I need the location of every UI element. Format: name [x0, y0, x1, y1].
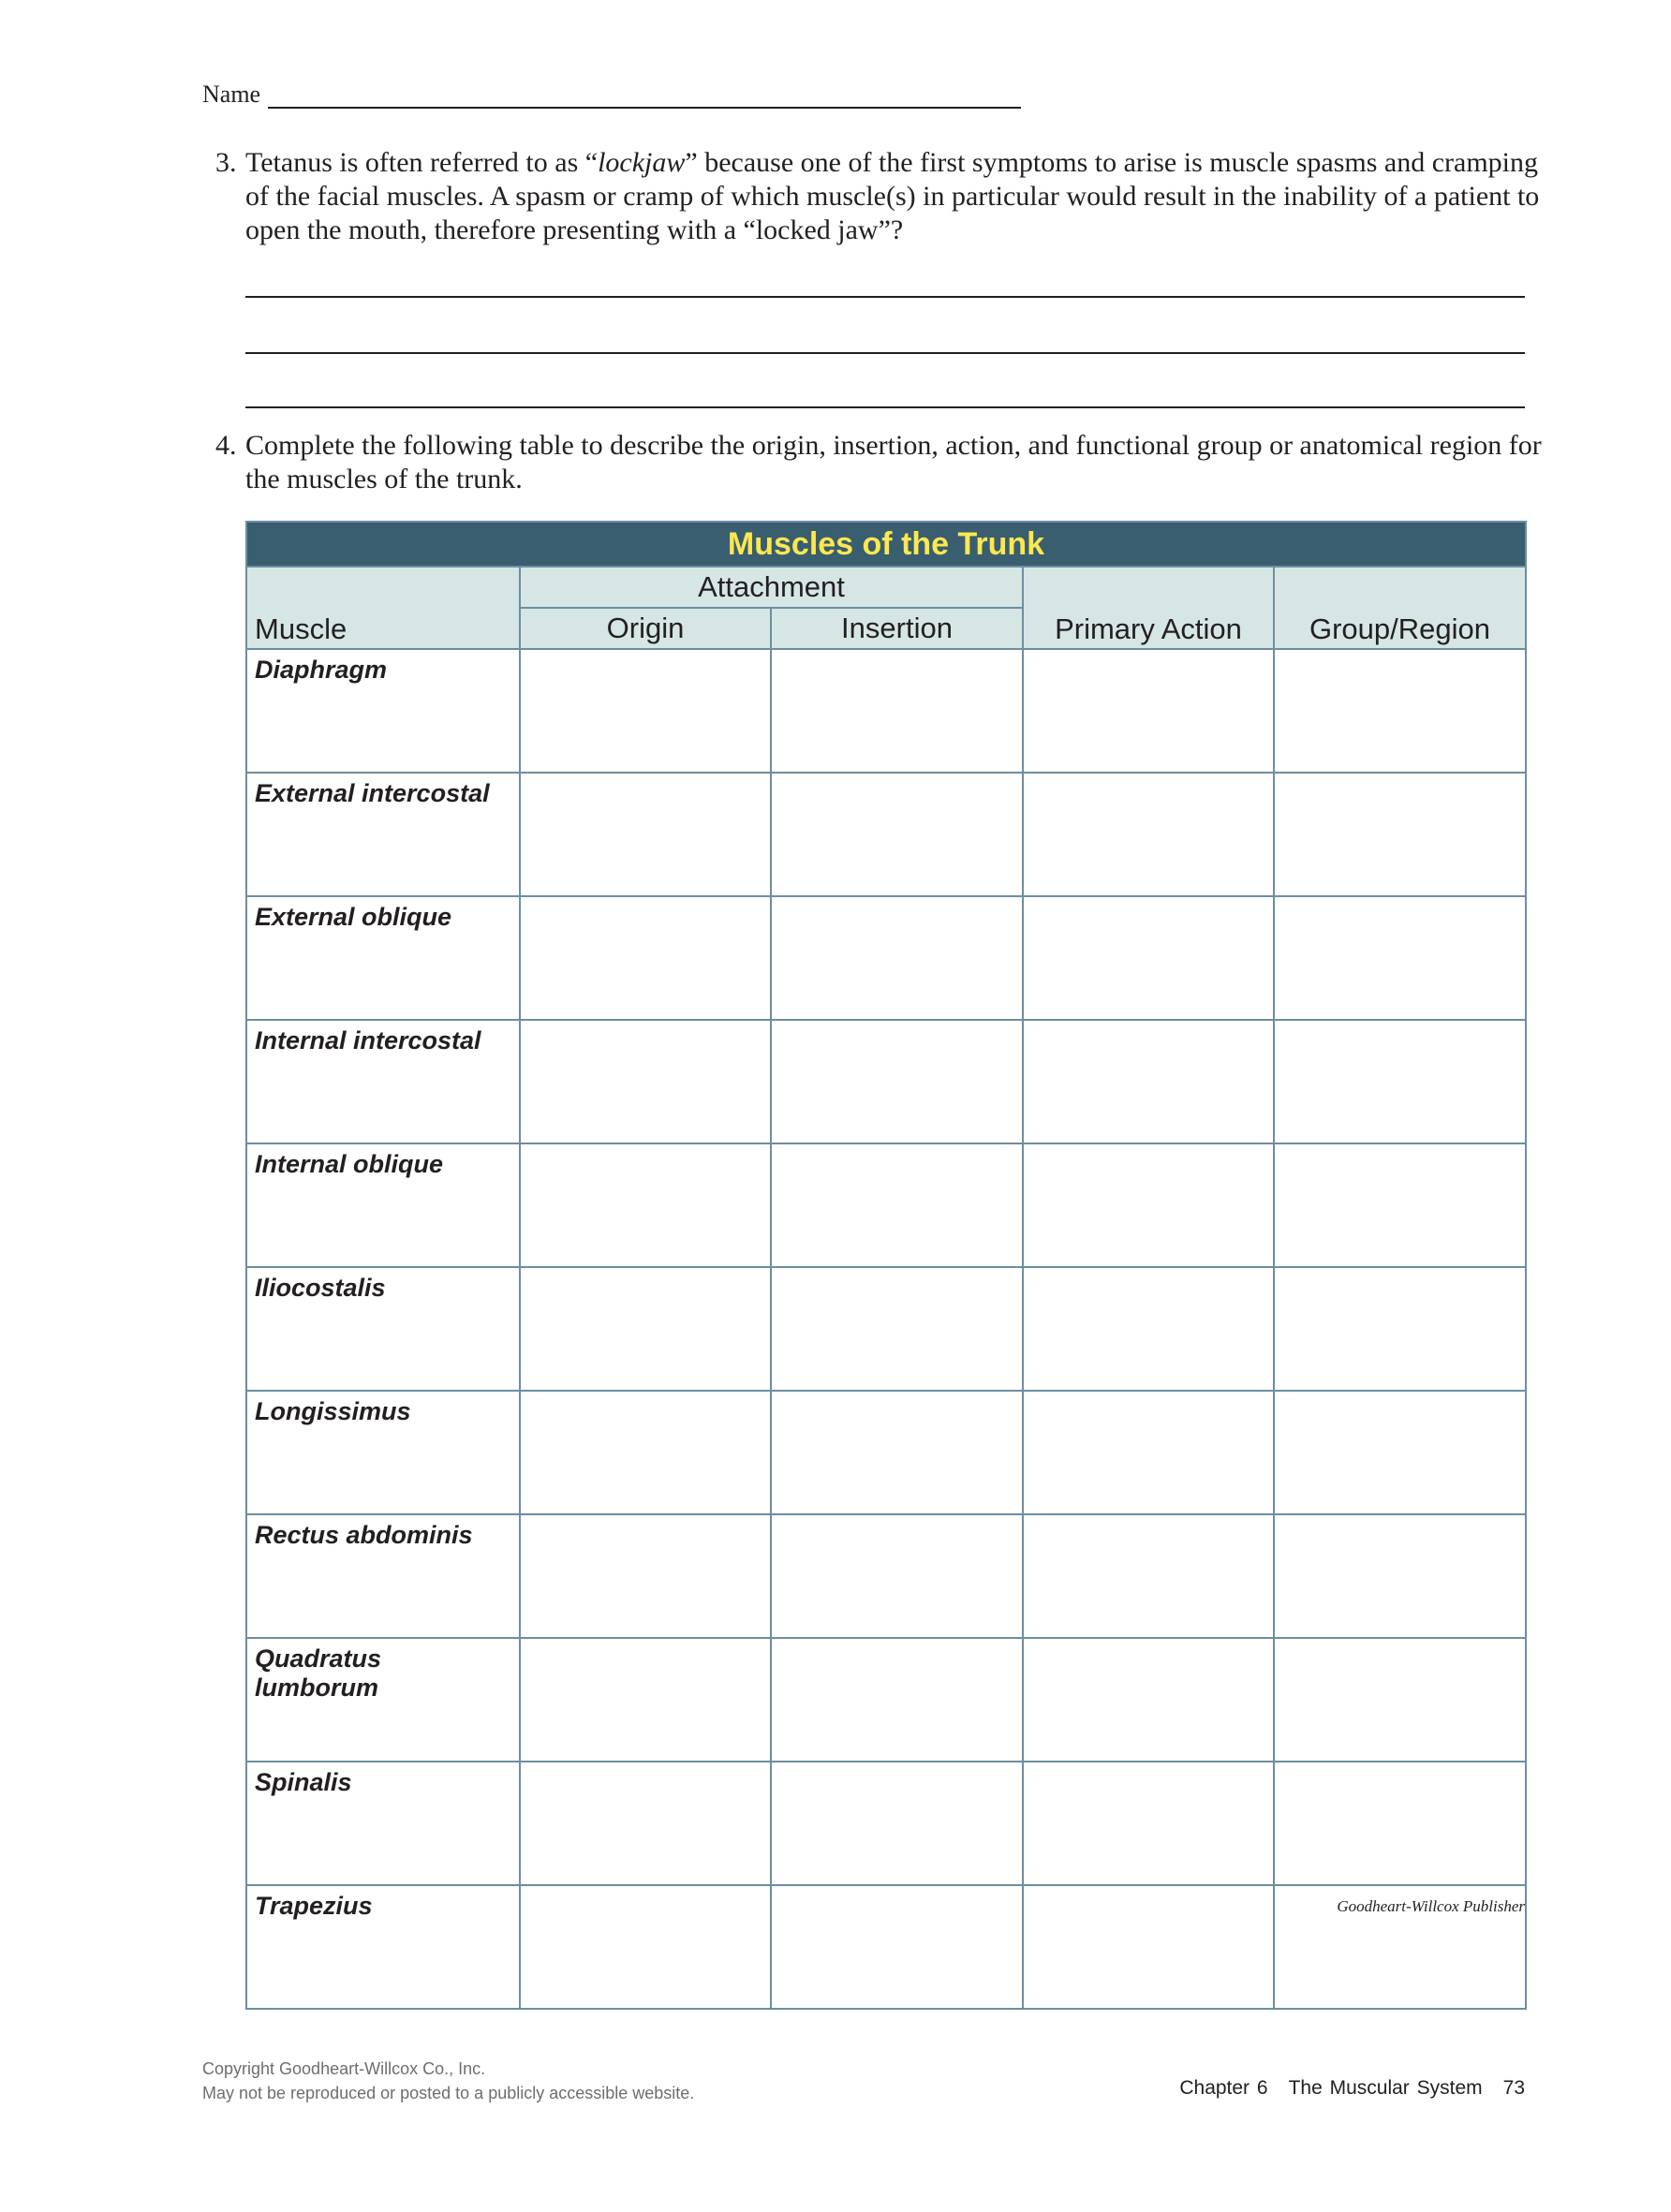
muscle-name-cell: Longissimus — [246, 1391, 520, 1514]
group-region-answer-cell[interactable] — [1274, 896, 1526, 1020]
group-region-answer-cell[interactable] — [1274, 649, 1526, 773]
table-row — [246, 1885, 1526, 2009]
table-body — [246, 649, 1526, 2009]
origin-answer-cell[interactable] — [520, 1638, 771, 1762]
origin-answer-cell[interactable] — [520, 1885, 771, 2009]
group-region-answer-cell[interactable] — [1274, 1391, 1526, 1514]
answer-line-2[interactable] — [245, 352, 1525, 354]
muscle-name-cell: Spinalis — [246, 1762, 520, 1885]
insertion-answer-cell[interactable] — [771, 896, 1023, 1020]
muscle-name-cell: Rectus abdominis — [246, 1514, 520, 1638]
insertion-answer-cell[interactable] — [771, 1391, 1023, 1514]
table-title: Muscles of the Trunk — [246, 522, 1526, 567]
group-region-answer-cell[interactable] — [1274, 1514, 1526, 1638]
copyright-line-1: Copyright Goodheart-Willcox Co., Inc. — [202, 2059, 486, 2078]
muscle-name-cell: Iliocostalis — [246, 1267, 520, 1391]
header-attachment: Attachment — [520, 567, 1023, 608]
table-row — [246, 1143, 1526, 1267]
table-row — [246, 1267, 1526, 1391]
primary-action-answer-cell[interactable] — [1023, 1638, 1274, 1762]
table-row — [246, 1762, 1526, 1885]
insertion-answer-cell[interactable] — [771, 649, 1023, 773]
origin-answer-cell[interactable] — [520, 1762, 771, 1885]
origin-answer-cell[interactable] — [520, 1267, 771, 1391]
chapter-title: The Muscular System — [1288, 2077, 1483, 2099]
group-region-answer-cell[interactable] — [1274, 1020, 1526, 1143]
muscle-name-cell: External oblique — [246, 896, 520, 1020]
insertion-answer-cell[interactable] — [771, 773, 1023, 896]
primary-action-answer-cell[interactable] — [1023, 1885, 1274, 2009]
muscle-name-cell: External intercostal — [246, 773, 520, 896]
insertion-answer-cell[interactable] — [771, 1020, 1023, 1143]
origin-answer-cell[interactable] — [520, 896, 771, 1020]
table-row — [246, 1638, 1526, 1762]
table-row — [246, 896, 1526, 1020]
primary-action-answer-cell[interactable] — [1023, 1762, 1274, 1885]
origin-answer-cell[interactable] — [520, 773, 771, 896]
insertion-answer-cell[interactable] — [771, 1514, 1023, 1638]
group-region-answer-cell[interactable] — [1274, 773, 1526, 896]
header-primary-action: Primary Action — [1023, 567, 1274, 649]
name-field — [202, 81, 1021, 109]
primary-action-answer-cell[interactable] — [1023, 1267, 1274, 1391]
primary-action-answer-cell[interactable] — [1023, 773, 1274, 896]
insertion-answer-cell[interactable] — [771, 1638, 1023, 1762]
primary-action-answer-cell[interactable] — [1023, 1514, 1274, 1638]
question-3 — [215, 146, 1545, 247]
insertion-answer-cell[interactable] — [771, 1885, 1023, 2009]
header-insertion: Insertion — [771, 608, 1023, 649]
question-4-number: 4. — [215, 430, 237, 461]
copyright-notice — [202, 2057, 694, 2105]
copyright-line-2: May not be reproduced or posted to a publicly accessible website. — [202, 2084, 695, 2102]
primary-action-answer-cell[interactable] — [1023, 649, 1274, 773]
publisher-credit: Goodheart-Willcox Publisher — [1337, 1897, 1525, 1915]
header-origin: Origin — [520, 608, 771, 649]
origin-answer-cell[interactable] — [520, 1391, 771, 1514]
origin-answer-cell[interactable] — [520, 649, 771, 773]
primary-action-answer-cell[interactable] — [1023, 1020, 1274, 1143]
group-region-answer-cell[interactable] — [1274, 1638, 1526, 1762]
question-4 — [215, 429, 1545, 496]
table-row — [246, 1391, 1526, 1514]
answer-line-1[interactable] — [245, 296, 1525, 298]
primary-action-answer-cell[interactable] — [1023, 1391, 1274, 1514]
muscle-name-cell: Internal oblique — [246, 1143, 520, 1267]
origin-answer-cell[interactable] — [520, 1514, 771, 1638]
question-4-text: Complete the following table to describe the origin, insertion, action, and functional group or anatomical region for the muscles of the trunk. — [245, 430, 1542, 494]
origin-answer-cell[interactable] — [520, 1143, 771, 1267]
muscle-name-cell: Trapezius — [246, 1885, 520, 2009]
chapter-label: Chapter 6 — [1179, 2077, 1268, 2099]
page-footer — [1179, 2077, 1525, 2100]
primary-action-answer-cell[interactable] — [1023, 1143, 1274, 1267]
group-region-answer-cell[interactable] — [1274, 1143, 1526, 1267]
group-region-answer-cell[interactable] — [1274, 1762, 1526, 1885]
insertion-answer-cell[interactable] — [771, 1267, 1023, 1391]
group-region-answer-cell[interactable] — [1274, 1267, 1526, 1391]
question-3-text: Tetanus is often referred to as “lockjaw” because one of the first symptoms to arise is muscle spasms and cramping of the facial muscles. A spasm or cramp of which muscle(s) in particular would result in the inability of a patient to open the mouth, therefore presenting with a “locked jaw”? — [245, 147, 1540, 245]
name-blank-line[interactable] — [268, 82, 1021, 109]
insertion-answer-cell[interactable] — [771, 1762, 1023, 1885]
muscle-name-cell: Diaphragm — [246, 649, 520, 773]
table-row — [246, 1514, 1526, 1638]
muscles-table — [245, 521, 1527, 2010]
insertion-answer-cell[interactable] — [771, 1143, 1023, 1267]
muscle-name-cell: Quadratus lumborum — [246, 1638, 520, 1762]
name-label: Name — [202, 81, 261, 108]
muscles-table-container — [245, 521, 1525, 2010]
answer-line-3[interactable] — [245, 406, 1525, 408]
table-row — [246, 1020, 1526, 1143]
header-group-region: Group/Region — [1274, 567, 1526, 649]
header-muscle: Muscle — [246, 567, 520, 649]
primary-action-answer-cell[interactable] — [1023, 896, 1274, 1020]
muscle-name-cell: Internal intercostal — [246, 1020, 520, 1143]
table-row — [246, 649, 1526, 773]
page-number: 73 — [1502, 2077, 1525, 2099]
question-3-number: 3. — [215, 147, 237, 178]
origin-answer-cell[interactable] — [520, 1020, 771, 1143]
table-row — [246, 773, 1526, 896]
